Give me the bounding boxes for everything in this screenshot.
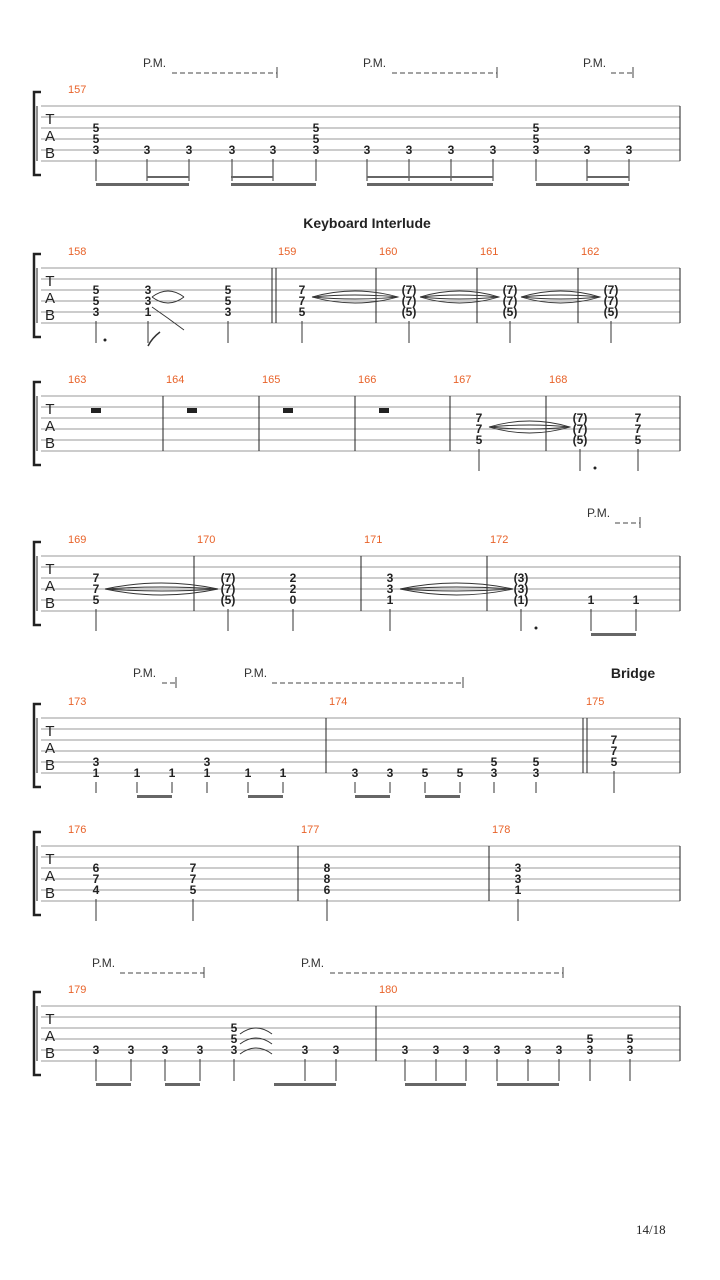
- fret-number: 2: [289, 571, 297, 585]
- fret-number: (7): [572, 411, 588, 425]
- tab-clef-letter: T: [45, 851, 55, 868]
- palm-mute-label: P.M.: [143, 56, 167, 70]
- whole-rest: [283, 408, 293, 413]
- fret-number: 5: [626, 1032, 634, 1046]
- fret-number: 3: [144, 294, 152, 308]
- fret-number: 3: [583, 143, 591, 157]
- fret-number: 3: [230, 1043, 238, 1057]
- fret-number: 1: [386, 593, 394, 607]
- fret-number: (7): [502, 283, 518, 297]
- fret-number: 5: [634, 433, 642, 447]
- palm-mute-label: P.M.: [133, 666, 157, 680]
- measure-number: 164: [166, 374, 185, 386]
- beam: [231, 176, 273, 178]
- whole-rest: [379, 408, 389, 413]
- measure-number: 158: [68, 246, 87, 258]
- fret-number: 7: [610, 744, 618, 758]
- fret-number: 7: [92, 582, 100, 596]
- beam: [497, 1083, 559, 1086]
- palm-mute-label: P.M.: [92, 956, 116, 970]
- fret-number: 5: [224, 294, 232, 308]
- fret-number: 7: [298, 294, 306, 308]
- fret-number: 5: [230, 1021, 238, 1035]
- measure-number: 166: [358, 374, 377, 386]
- fret-number: 3: [351, 766, 359, 780]
- fret-number: 3: [489, 143, 497, 157]
- measure-number: 165: [262, 374, 281, 386]
- fret-number: (3): [513, 571, 529, 585]
- palm-mute-label: P.M.: [301, 956, 325, 970]
- beam: [425, 795, 460, 798]
- tie-arc: [240, 1048, 272, 1054]
- fret-number: 6: [323, 883, 331, 897]
- fret-number: 7: [634, 422, 642, 436]
- fret-number: (7): [220, 571, 236, 585]
- fret-number: 3: [224, 305, 232, 319]
- fret-number: 5: [456, 766, 464, 780]
- measure-number: 179: [68, 984, 87, 996]
- fret-number: (7): [220, 582, 236, 596]
- palm-mute-label: P.M.: [583, 56, 607, 70]
- measure-number: 173: [68, 696, 87, 708]
- fret-number: 3: [490, 766, 498, 780]
- slur-arc: [152, 307, 184, 330]
- fret-number: (7): [603, 294, 619, 308]
- fret-number: 3: [386, 582, 394, 596]
- tab-clef-letter: A: [44, 868, 56, 885]
- beam: [355, 795, 390, 798]
- measure-number: 178: [492, 824, 511, 836]
- fret-number: 7: [475, 411, 483, 425]
- fret-number: 7: [634, 411, 642, 425]
- fret-number: 1: [144, 305, 152, 319]
- beam: [367, 183, 493, 186]
- fret-number: 8: [323, 861, 331, 875]
- fret-number: 3: [432, 1043, 440, 1057]
- measure-number: 161: [480, 246, 499, 258]
- measure-number: 169: [68, 534, 87, 546]
- fret-number: 7: [475, 422, 483, 436]
- fret-number: 3: [144, 283, 152, 297]
- fret-number: 1: [632, 593, 640, 607]
- tab-clef-letter: T: [45, 111, 55, 128]
- fret-number: (5): [572, 433, 588, 447]
- fret-number: 5: [475, 433, 483, 447]
- beam: [248, 795, 283, 798]
- fret-number: 5: [92, 132, 100, 146]
- fret-number: 0: [289, 593, 297, 607]
- fret-number: 5: [92, 294, 100, 308]
- tab-clef-letter: A: [44, 128, 56, 145]
- fret-number: 1: [587, 593, 595, 607]
- fret-number: 5: [92, 283, 100, 297]
- slur-arc: [152, 297, 184, 303]
- fret-number: 5: [610, 755, 618, 769]
- beam: [137, 795, 172, 798]
- page-number: 14/18: [636, 1222, 666, 1237]
- measure-number: 180: [379, 984, 398, 996]
- beam: [536, 183, 629, 186]
- fret-number: 3: [555, 1043, 563, 1057]
- measure-number: 168: [549, 374, 568, 386]
- fret-number: 4: [92, 883, 100, 897]
- tab-clef-letter: T: [45, 723, 55, 740]
- tab-clef-letter: A: [44, 740, 56, 757]
- fret-number: 3: [161, 1043, 169, 1057]
- fret-number: 5: [421, 766, 429, 780]
- beam: [96, 183, 189, 186]
- fret-number: 5: [189, 883, 197, 897]
- tab-clef-letter: B: [44, 435, 56, 452]
- beam: [587, 176, 629, 178]
- fret-number: 5: [224, 283, 232, 297]
- beam: [367, 176, 493, 178]
- fret-number: 6: [92, 861, 100, 875]
- tab-clef-letter: B: [44, 757, 56, 774]
- fret-number: 3: [462, 1043, 470, 1057]
- fret-number: 3: [92, 755, 100, 769]
- rhythm-dot: [535, 627, 538, 630]
- fret-number: (1): [513, 593, 529, 607]
- fret-number: (7): [572, 422, 588, 436]
- fret-number: 3: [301, 1043, 309, 1057]
- fret-number: (7): [603, 283, 619, 297]
- tab-clef-letter: T: [45, 273, 55, 290]
- beam: [165, 1083, 200, 1086]
- fret-number: 3: [386, 766, 394, 780]
- fret-number: 3: [447, 143, 455, 157]
- tie-arc: [489, 421, 570, 433]
- fret-number: 7: [92, 872, 100, 886]
- measure-number: 162: [581, 246, 600, 258]
- fret-number: 1: [514, 883, 522, 897]
- fret-number: (7): [401, 294, 417, 308]
- palm-mute-label: P.M.: [363, 56, 387, 70]
- fret-number: 5: [298, 305, 306, 319]
- fret-number: 3: [185, 143, 193, 157]
- fret-number: 3: [363, 143, 371, 157]
- measure-number: 171: [364, 534, 383, 546]
- fret-number: 7: [189, 861, 197, 875]
- fret-number: (7): [502, 294, 518, 308]
- whole-rest: [91, 408, 101, 413]
- measure-number: 175: [586, 696, 605, 708]
- measure-number: 170: [197, 534, 216, 546]
- tie-arc: [240, 1028, 272, 1034]
- fret-number: 3: [228, 143, 236, 157]
- fret-number: 7: [298, 283, 306, 297]
- fret-number: 3: [203, 755, 211, 769]
- section-heading: Keyboard Interlude: [303, 215, 431, 231]
- beam: [591, 633, 636, 636]
- fret-number: 7: [610, 733, 618, 747]
- tab-clef-letter: B: [44, 885, 56, 902]
- fret-number: 7: [92, 571, 100, 585]
- fret-number: 1: [133, 766, 141, 780]
- fret-number: 3: [626, 1043, 634, 1057]
- fret-number: 3: [92, 1043, 100, 1057]
- beam: [96, 1083, 131, 1086]
- fret-number: 5: [312, 132, 320, 146]
- measure-number: 163: [68, 374, 87, 386]
- fret-number: 1: [203, 766, 211, 780]
- tie-arc: [489, 425, 570, 429]
- fret-number: 7: [189, 872, 197, 886]
- fret-number: 3: [405, 143, 413, 157]
- fret-number: 2: [289, 582, 297, 596]
- fret-number: 3: [92, 143, 100, 157]
- beam: [231, 183, 316, 186]
- fret-number: 3: [269, 143, 277, 157]
- fret-number: 3: [92, 305, 100, 319]
- palm-mute-label: P.M.: [244, 666, 268, 680]
- fret-number: (5): [401, 305, 417, 319]
- fret-number: 5: [586, 1032, 594, 1046]
- tie-arc: [521, 295, 600, 299]
- fret-number: 3: [524, 1043, 532, 1057]
- fret-number: 1: [168, 766, 176, 780]
- fret-number: 3: [312, 143, 320, 157]
- fret-number: (5): [502, 305, 518, 319]
- fret-number: 1: [92, 766, 100, 780]
- tab-clef-letter: B: [44, 595, 56, 612]
- measure-number: 172: [490, 534, 509, 546]
- fret-number: 3: [586, 1043, 594, 1057]
- fret-number: 5: [490, 755, 498, 769]
- tab-clef-letter: B: [44, 1045, 56, 1062]
- fret-number: (7): [401, 283, 417, 297]
- fret-number: 3: [514, 861, 522, 875]
- fret-number: 3: [514, 872, 522, 886]
- fret-number: 8: [323, 872, 331, 886]
- beam: [147, 176, 189, 178]
- fret-number: 3: [532, 143, 540, 157]
- fret-number: 3: [332, 1043, 340, 1057]
- fret-number: 5: [532, 121, 540, 135]
- fret-number: 3: [143, 143, 151, 157]
- slur-arc: [152, 291, 184, 297]
- rhythm-dot: [594, 467, 597, 470]
- fret-number: 1: [244, 766, 252, 780]
- tab-clef-letter: A: [44, 290, 56, 307]
- tab-clef-letter: T: [45, 561, 55, 578]
- fret-number: 5: [92, 121, 100, 135]
- measure-number: 177: [301, 824, 320, 836]
- tab-clef-letter: A: [44, 578, 56, 595]
- palm-mute-label: P.M.: [587, 506, 611, 520]
- tab-clef-letter: T: [45, 1011, 55, 1028]
- fret-number: (5): [220, 593, 236, 607]
- note-flag: [148, 332, 160, 346]
- fret-number: (3): [513, 582, 529, 596]
- measure-number: 167: [453, 374, 472, 386]
- fret-number: 5: [92, 593, 100, 607]
- fret-number: 3: [493, 1043, 501, 1057]
- beam: [274, 1083, 336, 1086]
- fret-number: 5: [230, 1032, 238, 1046]
- whole-rest: [187, 408, 197, 413]
- fret-number: 5: [312, 121, 320, 135]
- fret-number: 5: [532, 132, 540, 146]
- tab-clef-letter: A: [44, 1028, 56, 1045]
- measure-number: 174: [329, 696, 348, 708]
- section-heading: Bridge: [610, 665, 656, 681]
- measure-number: 159: [278, 246, 297, 258]
- fret-number: (5): [603, 305, 619, 319]
- fret-number: 3: [127, 1043, 135, 1057]
- tie-arc: [420, 295, 499, 299]
- fret-number: 5: [532, 755, 540, 769]
- fret-number: 3: [401, 1043, 409, 1057]
- beam: [405, 1083, 466, 1086]
- measure-number: 157: [68, 84, 87, 96]
- fret-number: 1: [279, 766, 287, 780]
- tab-clef-letter: T: [45, 401, 55, 418]
- fret-number: 3: [196, 1043, 204, 1057]
- measure-number: 160: [379, 246, 398, 258]
- rhythm-dot: [104, 339, 107, 342]
- tab-clef-letter: B: [44, 307, 56, 324]
- fret-number: 3: [625, 143, 633, 157]
- fret-number: 3: [386, 571, 394, 585]
- tab-clef-letter: A: [44, 418, 56, 435]
- measure-number: 176: [68, 824, 87, 836]
- fret-number: 3: [532, 766, 540, 780]
- tie-arc: [312, 295, 398, 299]
- tab-clef-letter: B: [44, 145, 56, 162]
